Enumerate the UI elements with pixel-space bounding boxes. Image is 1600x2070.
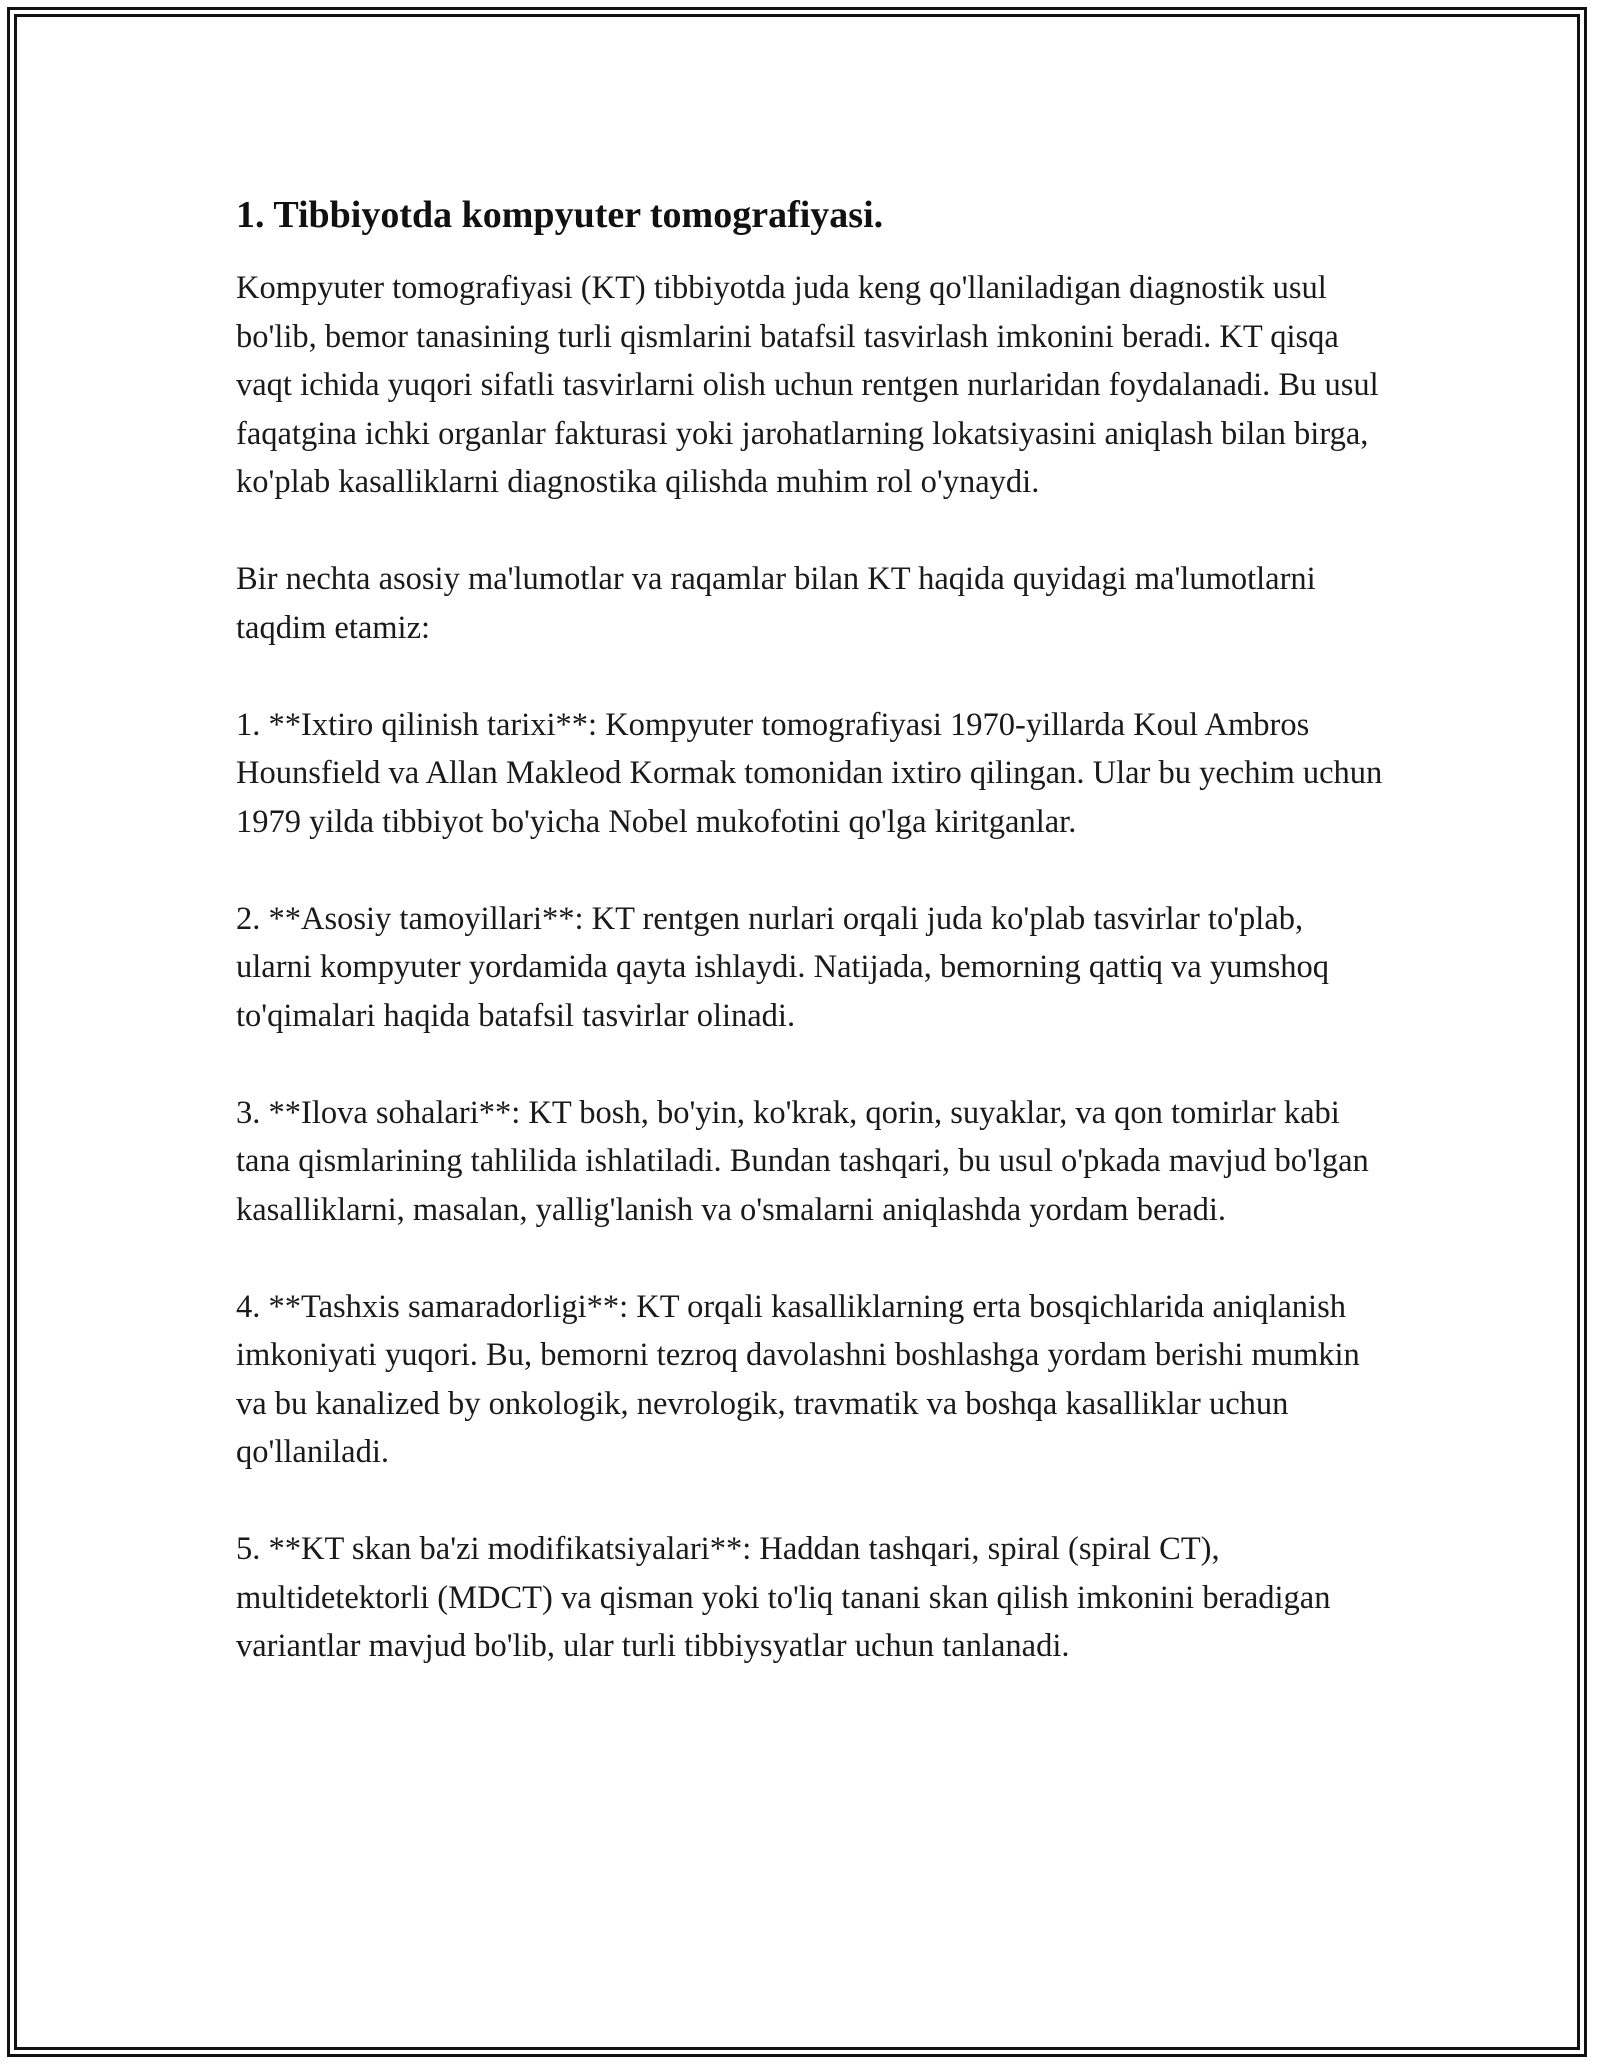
paragraph-lead-in: Bir nechta asosiy ma'lumotlar va raqamlar bilan KT haqida quyidagi ma'lumotlarni taqdim etamiz:	[236, 561, 1316, 646]
list-item-applications: 3. **Ilova sohalari**: KT bosh, bo'yin, ko'krak, qorin, suyaklar, va qon tomirlar kabi tana qismlarining tahlilida ishlatiladi. Bundan tashqari, bu usul o'pkada mavjud bo'lgan kasalliklarni, masalan, yallig'lanish va o'smalarni aniqlashda yordam beradi.	[236, 1094, 1369, 1228]
list-item-history: 1. **Ixtiro qilinish tarixi**: Kompyuter tomografiyasi 1970-yillarda Koul Ambros Hounsfield va Allan Makleod Kormak tomonidan ixtiro qilingan. Ular bu yechim uchun 1979 yilda tibbiyot bo'yicha Nobel mukofotini qo'lga kiritganlar.	[236, 706, 1383, 840]
list-item-diagnosis: 4. **Tashxis samaradorligi**: KT orqali kasalliklarning erta bosqichlarida aniqlanish imkoniyati yuqori. Bu, bemorni tezroq davolashni boshlashga yordam berishi mumkin va bu kanalized by onkologik, nevrologik, travmatik va boshqa kasalliklar uchun qo'llaniladi.	[236, 1288, 1360, 1470]
paragraph-intro: Kompyuter tomografiyasi (KT) tibbiyotda juda keng qo'llaniladigan diagnostik usul bo'lib, bemor tanasining turli qismlarini batafsil tasvirlash imkonini beradi. KT qisqa vaqt ichida yuqori sifatli tasvirlarni olish uchun rentgen nurlaridan foydalanadi. Bu usul faqatgina ichki organlar fakturasi yoki jarohatlarning lokatsiyasini aniqlash bilan birga, ko'plab kasalliklarni diagnostika qilishda muhim rol o'ynaydi.	[236, 270, 1379, 500]
document-body	[236, 190, 1386, 1671]
document-title: 1. Tibbiyotda kompyuter tomografiyasi.	[236, 194, 884, 236]
list-item-modifications: 5. **KT skan ba'zi modifikatsiyalari**: Haddan tashqari, spiral (spiral CT), multidetektorli (MDCT) va qisman yoki to'liq tanani skan qilish imkonini beradigan variantlar mavjud bo'lib, ular turli tibbiysyatlar uchun tanlanadi.	[236, 1531, 1331, 1664]
list-item-principles: 2. **Asosiy tamoyillari**: KT rentgen nurlari orqali juda ko'plab tasvirlar to'plab, ularni kompyuter yordamida qayta ishlaydi. Natijada, bemorning qattiq va yumshoq to'qimalari haqida batafsil tasvirlar olinadi.	[236, 900, 1330, 1034]
